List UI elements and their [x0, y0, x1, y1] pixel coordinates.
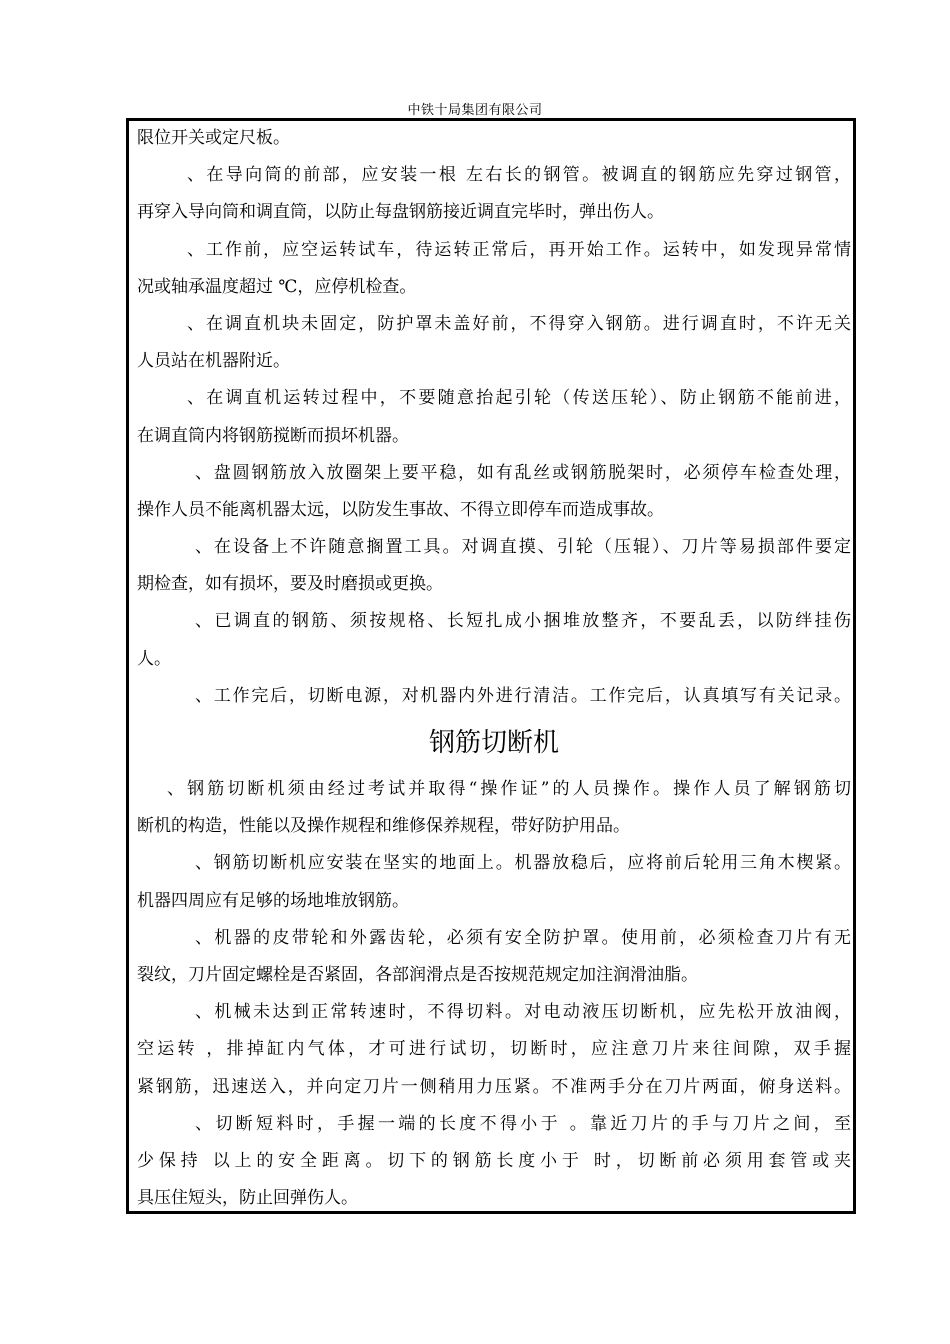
- text-line: 、在设备上不许随意搁置工具。对调直摸、引轮（压辊）、刀片等易损部件要定: [195, 537, 851, 558]
- text-line: 人。: [137, 648, 171, 669]
- section-title: 钢筋切断机: [428, 728, 559, 758]
- text-line: 、机械未达到正常转速时，不得切料。对电动液压切断机，应先松开放油阀，: [195, 1002, 851, 1023]
- text-line: 、在调直机块未固定，防护罩未盖好前，不得穿入钢筋。进行调直时，不许无关: [187, 313, 851, 334]
- text-line: 况或轴承温度超过 ℃，应停机检查。: [137, 276, 417, 297]
- text-line: 、盘圆钢筋放入放圈架上要平稳，如有乱丝或钢筋脱架时，必须停车检查处理，: [195, 462, 851, 483]
- text-line: 限位开关或定尺板。: [137, 128, 290, 148]
- text-line: 、已调直的钢筋、须按规格、长短扎成小捆堆放整齐，不要乱丢，以防绊挂伤: [195, 611, 851, 632]
- text-line: 紧钢筋，迅速送入，并向定刀片一侧稍用力压紧。不准两手分在刀片两面，俯身送料。: [137, 1076, 851, 1097]
- text-line: 、工作前，应空运转试车，待运转正常后，再开始工作。运转中，如发现异常情: [187, 239, 851, 260]
- text-line: 断机的构造，性能以及操作规程和维修保养规程，带好防护用品。: [137, 816, 630, 837]
- text-line: 再穿入导向筒和调直筒，以防止每盘钢筋接近调直完毕时，弹出伤人。: [137, 202, 664, 223]
- text-line: 、钢筋切断机应安装在坚实的地面上。机器放稳后，应将前后轮用三角木楔紧。: [195, 853, 851, 874]
- text-line: 、在导向筒的前部，应安装一根 左右长的钢管。被调直的钢筋应先穿过钢管，: [187, 165, 851, 186]
- text-line: 、切断短料时，手握一端的长度不得小于 。靠近刀片的手与刀片之间，至: [195, 1113, 851, 1134]
- text-line: 操作人员不能离机器太远，以防发生事故、不得立即停车而造成事故。: [137, 499, 664, 520]
- text-line: 人员站在机器附近。: [137, 351, 290, 372]
- text-line: 、工作完后，切断电源，对机器内外进行清洁。工作完后，认真填写有关记录。: [195, 685, 851, 706]
- page-header-company: 中铁十局集团有限公司: [407, 103, 543, 118]
- text-line: 少保持 以上的安全距离。切下的钢筋长度小于 时，切断前必须用套管或夹: [137, 1150, 851, 1171]
- text-line: 在调直筒内将钢筋搅断而损坏机器。: [137, 425, 409, 446]
- text-line: 裂纹，刀片固定螺栓是否紧固，各部润滑点是否按规范规定加注润滑油脂。: [137, 964, 698, 985]
- text-line: 机器四周应有足够的场地堆放钢筋。: [137, 890, 409, 911]
- text-line: 具压住短头，防止回弹伤人。: [137, 1188, 358, 1209]
- document-body: [137, 120, 851, 1217]
- text-line: 期检查，如有损坏，要及时磨损或更换。: [137, 574, 443, 595]
- text-line: 、机器的皮带轮和外露齿轮，必须有安全防护罩。使用前，必须检查刀片有无: [195, 927, 851, 948]
- text-line: 、钢筋切断机须由经过考试并取得“操作证”的人员操作。操作人员了解钢筋切: [167, 779, 851, 799]
- text-line: 、在调直机运转过程中，不要随意抬起引轮（传送压轮）、防止钢筋不能前进，: [187, 388, 851, 409]
- text-line: 空运转 ，排掉缸内气体，才可进行试切，切断时，应注意刀片来往间隙，双手握: [137, 1039, 851, 1060]
